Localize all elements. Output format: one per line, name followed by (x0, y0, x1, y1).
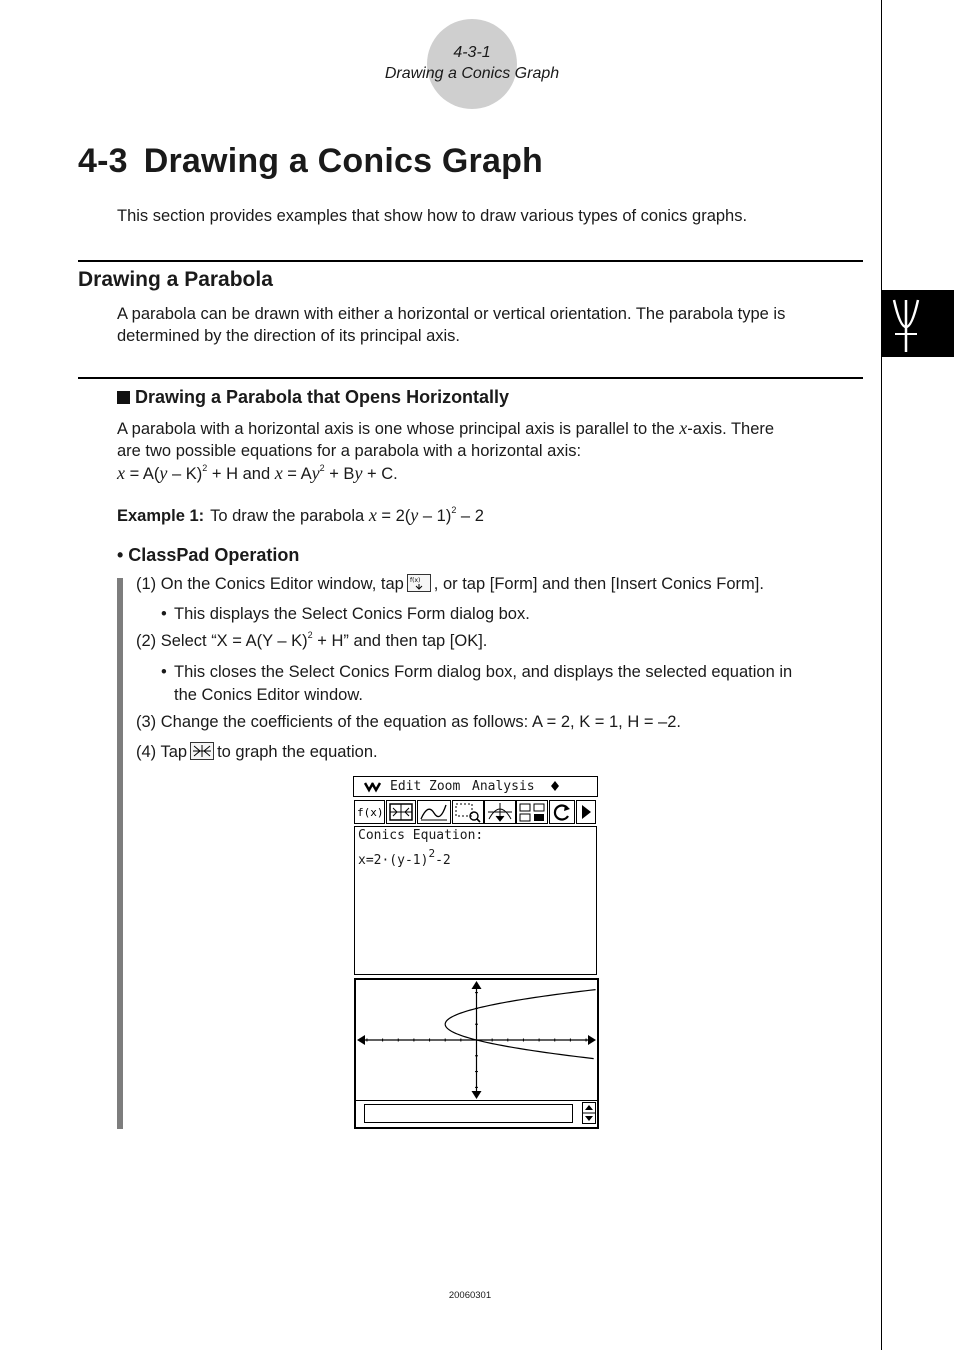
sketch-icon[interactable] (516, 800, 548, 824)
toolbar-scroll-icon[interactable] (576, 800, 596, 824)
example-line (117, 505, 484, 526)
subsection-divider (78, 377, 863, 379)
step-text: (1) On the Conics Editor window, tap (136, 575, 404, 593)
trace-icon[interactable] (484, 800, 516, 824)
section-divider (78, 260, 863, 262)
step-note-text: This displays the Select Conics Form dialog box. (174, 605, 530, 623)
operation-sidebar (117, 578, 123, 1129)
text-run: = A (282, 465, 312, 483)
subsection-line (117, 417, 862, 440)
editor-equation[interactable] (358, 847, 451, 868)
step-note-text: This closes the Select Conics Form dialog box, and displays the selected equation in (174, 663, 793, 681)
bullet-dot: • (161, 663, 167, 681)
subsection-heading (117, 387, 509, 408)
chapter-number: 4-3 (78, 142, 128, 180)
step-4 (136, 742, 378, 762)
step-text: + H” and then tap [OK]. (312, 632, 488, 650)
conics-form-icon[interactable] (354, 800, 385, 824)
menu-item-zoom[interactable]: Zoom (429, 779, 461, 794)
equation-text: x=2·(y-1) (358, 853, 429, 868)
operation-title: • ClassPad Operation (117, 545, 300, 565)
parabola-curve (445, 990, 595, 1059)
exponent: 2 (202, 463, 208, 473)
square-bullet-icon (117, 391, 130, 404)
equation-exponent: 2 (428, 847, 436, 860)
equation-text: -2 (435, 853, 451, 868)
scroll-arrows-icon[interactable] (582, 1102, 596, 1124)
step-text: , or tap [Form] and then [Insert Conics Form]. (433, 575, 764, 593)
variable-y: y (311, 463, 320, 483)
equation-line (117, 462, 862, 485)
text-run: A parabola with a horizontal axis is one whose principal axis is parallel to the (117, 420, 680, 438)
variable-x: x (117, 463, 125, 483)
conics-graph-window[interactable] (354, 978, 599, 1101)
graph-format-icon[interactable] (417, 800, 451, 824)
chapter-tab (882, 290, 954, 357)
exponent: 2 (451, 505, 457, 515)
header-section-title: Drawing a Conics Graph (384, 65, 560, 82)
x-axis-arrow-left (357, 1035, 365, 1045)
variable-y: y (159, 463, 168, 483)
header-section-number: 4-3-1 (453, 44, 491, 61)
step-text: to graph the equation. (217, 743, 378, 761)
conics-tab-icon (890, 294, 930, 354)
step-3: (3) Change the coefficients of the equation as follows: A = 2, K = 1, H = –2. (136, 713, 681, 731)
graph-input-bar (354, 1100, 599, 1129)
graph-canvas (356, 980, 597, 1100)
menu-dropdown-icon[interactable] (364, 781, 384, 793)
page-footer-code: 20060301 (448, 1290, 492, 1301)
step-1-note (161, 603, 861, 626)
redraw-icon[interactable] (549, 800, 575, 824)
menu-item-analysis[interactable]: Analysis (472, 779, 535, 794)
conics-editor-window[interactable] (354, 826, 597, 975)
text-run: = A( (125, 465, 160, 483)
text-run: + C. (362, 465, 398, 483)
x-axis-arrow-right (588, 1035, 596, 1045)
exponent: 2 (307, 630, 313, 640)
graph-entry-field[interactable] (364, 1104, 573, 1123)
text-run: – 2 (456, 507, 484, 525)
svg-text:f(x): f(x) (357, 806, 384, 819)
example-label: Example 1: (117, 507, 205, 525)
text-run: = 2( (376, 507, 411, 525)
section-body-line: determined by the direction of its principal axis. (117, 327, 461, 345)
variable-y: y (410, 505, 419, 525)
header-circle (427, 19, 517, 109)
editor-title: Conics Equation: (358, 828, 484, 843)
step-text: (4) Tap (136, 743, 188, 761)
text-run: – 1) (418, 507, 452, 525)
chapter-intro: This section provides examples that show how to draw various types of conics graphs. (117, 207, 748, 225)
zoom-box-icon[interactable] (452, 800, 484, 824)
subsection-body (117, 417, 862, 485)
section-body-line: A parabola can be drawn with either a horizontal or vertical orientation. The parabola type is (117, 305, 786, 323)
step-1 (136, 574, 764, 594)
step-text: (2) Select “X = A(Y – K) (136, 632, 308, 650)
menu-more-icon[interactable] (550, 781, 560, 793)
subsection-line: are two possible equations for a parabola with a horizontal axis: (117, 442, 582, 460)
svg-text:f(x): f(x) (409, 577, 421, 584)
subsection-title: Drawing a Parabola that Opens Horizontally (135, 387, 510, 407)
variable-x: x (274, 463, 283, 483)
y-axis-arrow-up (472, 981, 482, 989)
conics-form-icon (407, 574, 431, 592)
text-run: + B (324, 465, 355, 483)
page-edge-rule (881, 0, 882, 1350)
graph-icon (190, 742, 214, 760)
calculator-menu-bar (353, 776, 598, 797)
chapter-heading (78, 142, 543, 181)
view-window-icon[interactable] (386, 800, 416, 824)
text-run: – K) (167, 465, 203, 483)
menu-item-edit[interactable]: Edit (390, 779, 422, 794)
y-axis-arrow-down (472, 1091, 482, 1099)
bullet-dot: • (161, 605, 167, 623)
calculator-screen (353, 776, 598, 1129)
text-run: -axis. There (687, 420, 775, 438)
chapter-title: Drawing a Conics Graph (143, 142, 544, 180)
variable-x: x (679, 418, 688, 438)
text-run: + H and (207, 465, 275, 483)
text-run: To draw the parabola (210, 507, 369, 525)
calculator-toolbar (353, 800, 598, 824)
section-body (117, 303, 862, 347)
step-note-text: the Conics Editor window. (174, 686, 363, 704)
exponent: 2 (319, 463, 325, 473)
step-2 (136, 632, 487, 651)
step-2-note (161, 661, 861, 707)
variable-x: x (368, 505, 377, 525)
variable-y: y (354, 463, 363, 483)
section-title: Drawing a Parabola (78, 268, 273, 291)
